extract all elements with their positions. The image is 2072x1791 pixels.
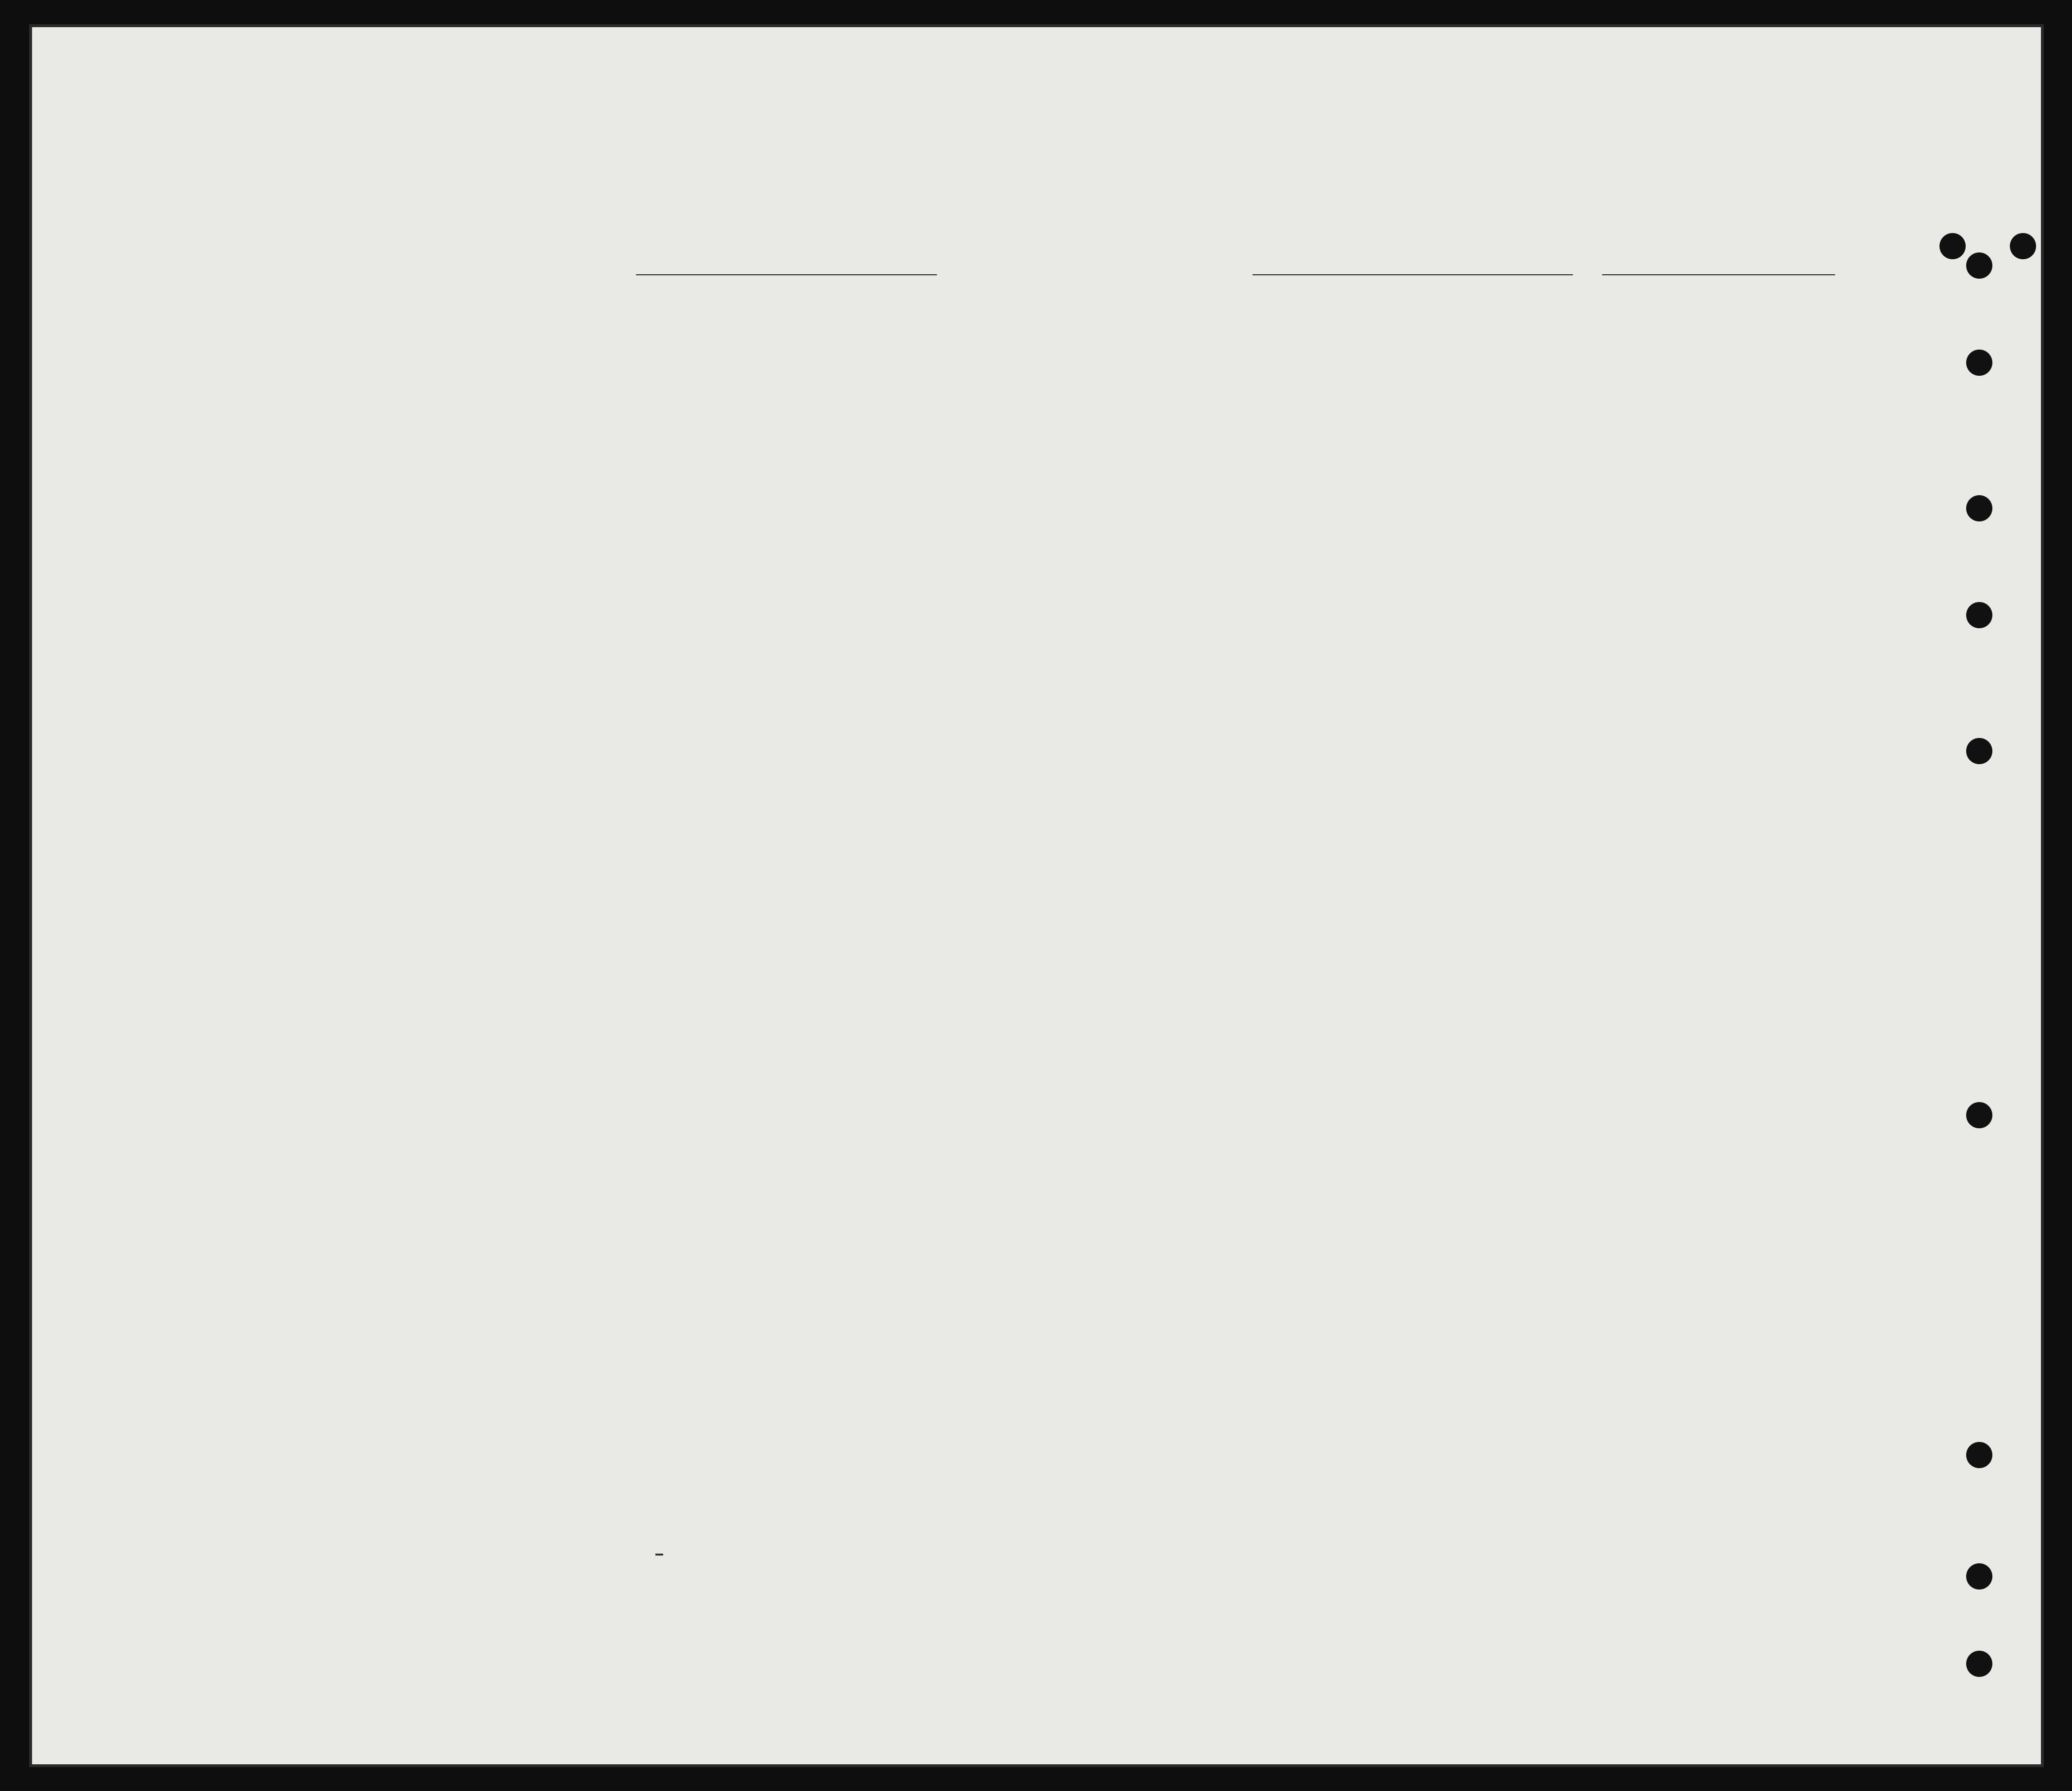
entry-stamp-date xyxy=(655,1554,663,1556)
date-underline xyxy=(1602,274,1835,275)
ship-underline xyxy=(636,274,937,275)
manifest-table xyxy=(175,301,1961,1656)
binder-hole xyxy=(1966,495,1992,521)
binder-hole xyxy=(1966,252,1992,279)
table-grid xyxy=(175,301,1961,1656)
port-underline xyxy=(1253,274,1573,275)
binder-hole xyxy=(1966,350,1992,376)
binder-hole xyxy=(2010,233,2036,259)
binder-hole xyxy=(1966,1442,1992,1468)
binder-hole xyxy=(1966,1651,1992,1677)
binder-hole xyxy=(1966,602,1992,628)
binder-hole xyxy=(1966,738,1992,764)
binder-hole xyxy=(1966,1102,1992,1128)
binder-hole xyxy=(1966,1563,1992,1590)
binder-hole xyxy=(1939,233,1966,259)
binder-holes xyxy=(1966,252,2005,1709)
manifest-sheet xyxy=(29,24,2044,1767)
